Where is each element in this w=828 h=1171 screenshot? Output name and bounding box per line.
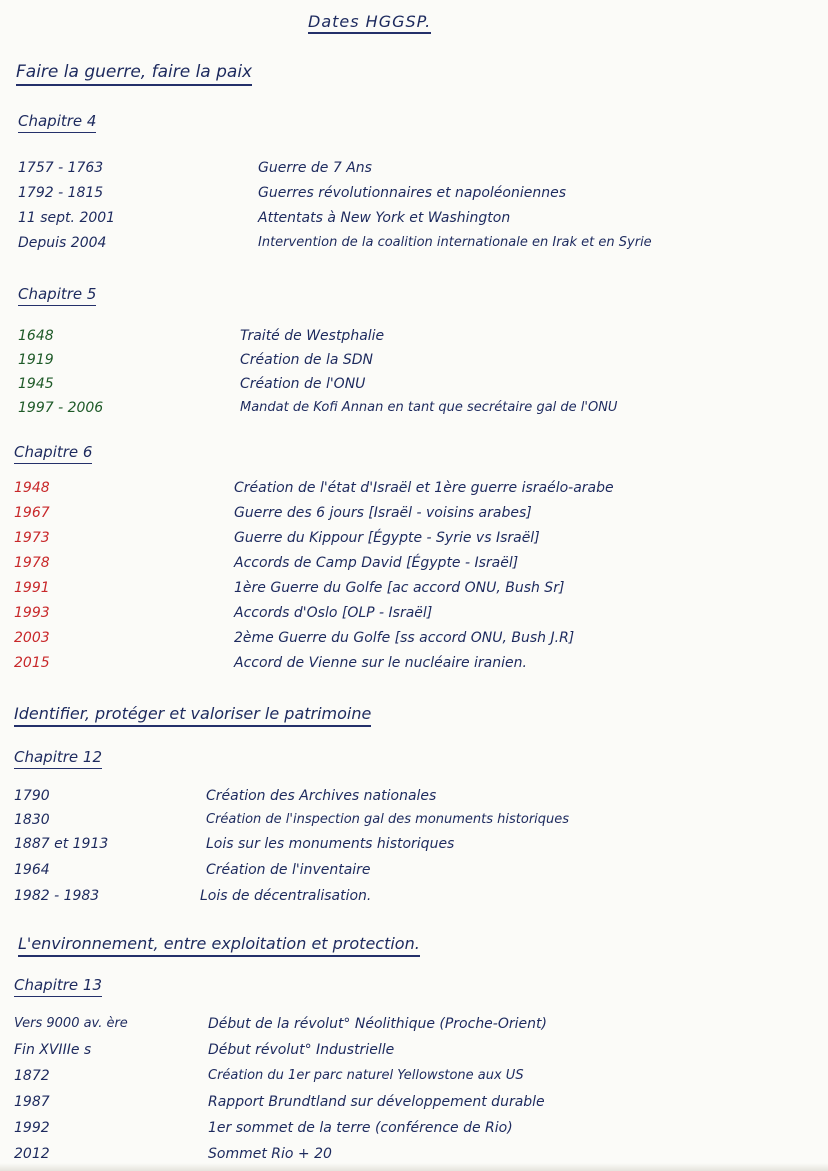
event: Début révolut° Industrielle [208,1042,395,1058]
date: 1790 [14,788,50,804]
event: Mandat de Kofi Annan en tant que secrétaire gal de l'ONU [240,400,618,415]
event: Lois sur les monuments historiques [206,836,455,852]
list-item [0,812,828,834]
list-item [0,1042,828,1064]
event: Sommet Rio + 20 [208,1146,332,1162]
date: 1993 [14,605,50,621]
chapter-13-title: Chapitre 13 [14,976,102,997]
event: Création de l'inspection gal des monuments historiques [206,812,570,827]
date: 2015 [14,655,50,671]
event: Guerre de 7 Ans [258,160,372,176]
date: 1982 - 1983 [14,888,100,904]
event: Guerre des 6 jours [Israël - voisins arabes] [234,505,532,521]
list-item [0,1068,828,1090]
date: 1991 [14,580,50,596]
list-item [0,862,828,884]
list-item [0,328,828,350]
event: 1ère Guerre du Golfe [ac accord ONU, Bush Sr] [234,580,565,596]
part-title-war-peace: Faire la guerre, faire la paix [16,62,252,86]
list-item [0,400,828,422]
date: Fin XVIIIe s [14,1042,92,1058]
list-item [0,1016,828,1038]
event: 2ème Guerre du Golfe [ss accord ONU, Bush J.R] [234,630,575,646]
page-title: Dates HGGSP. [308,12,431,34]
event: Accord de Vienne sur le nucléaire iranien. [234,655,527,671]
chapter-6-title: Chapitre 6 [14,443,92,464]
list-item [0,235,828,257]
date: 1792 - 1815 [18,185,104,201]
event: 1er sommet de la terre (conférence de Rio) [208,1120,513,1136]
date: Depuis 2004 [18,235,107,251]
list-item [0,210,828,232]
list-item [0,605,828,627]
chapter-12-title: Chapitre 12 [14,748,102,769]
event: Guerre du Kippour [Égypte - Syrie vs Israël] [234,530,540,546]
event: Guerres révolutionnaires et napoléoniennes [258,185,567,201]
list-item [0,555,828,577]
event: Rapport Brundtland sur développement durable [208,1094,545,1110]
event: Création des Archives nationales [206,788,437,804]
list-item [0,655,828,677]
date: 1830 [14,812,50,828]
date: 1872 [14,1068,50,1084]
list-item [0,788,828,810]
date: 2012 [14,1146,50,1162]
date: 1757 - 1763 [18,160,104,176]
list-item [0,580,828,602]
event: Intervention de la coalition internationale en Irak et en Syrie [258,235,652,250]
event: Attentats à New York et Washington [258,210,511,226]
date: 1992 [14,1120,50,1136]
list-item [0,480,828,502]
event: Création de l'ONU [240,376,366,392]
list-item [0,1120,828,1142]
list-item [0,630,828,652]
date: Vers 9000 av. ère [14,1016,128,1031]
date: 1967 [14,505,50,521]
date: 11 sept. 2001 [18,210,116,226]
event: Traité de Westphalie [240,328,385,344]
list-item [0,376,828,398]
event: Création de la SDN [240,352,373,368]
list-item [0,505,828,527]
date: 1945 [18,376,54,392]
part-title-environment: L'environnement, entre exploitation et protection. [18,934,420,957]
list-item [0,836,828,858]
date: 1987 [14,1094,50,1110]
list-item [0,1094,828,1116]
part-title-heritage: Identifier, protéger et valoriser le patrimoine [14,704,371,727]
date: 1648 [18,328,54,344]
date: 1978 [14,555,50,571]
event: Accords d'Oslo [OLP - Israël] [234,605,433,621]
event: Lois de décentralisation. [200,888,372,904]
date: 1973 [14,530,50,546]
event: Création de l'état d'Israël et 1ère guerre israélo-arabe [234,480,614,496]
chapter-4-title: Chapitre 4 [18,112,96,133]
list-item [0,888,828,910]
event: Création du 1er parc naturel Yellowstone aux US [208,1068,524,1083]
date: 1887 et 1913 [14,836,109,852]
date: 1997 - 2006 [18,400,104,416]
list-item [0,530,828,552]
chapter-5-title: Chapitre 5 [18,285,96,306]
date: 2003 [14,630,50,646]
event: Création de l'inventaire [206,862,371,878]
list-item [0,185,828,207]
date: 1964 [14,862,50,878]
list-item [0,160,828,182]
date: 1919 [18,352,54,368]
list-item [0,352,828,374]
event: Accords de Camp David [Égypte - Israël] [234,555,519,571]
date: 1948 [14,480,50,496]
paper-edge [0,1163,828,1171]
event: Début de la révolut° Néolithique (Proche-Orient) [208,1016,547,1032]
